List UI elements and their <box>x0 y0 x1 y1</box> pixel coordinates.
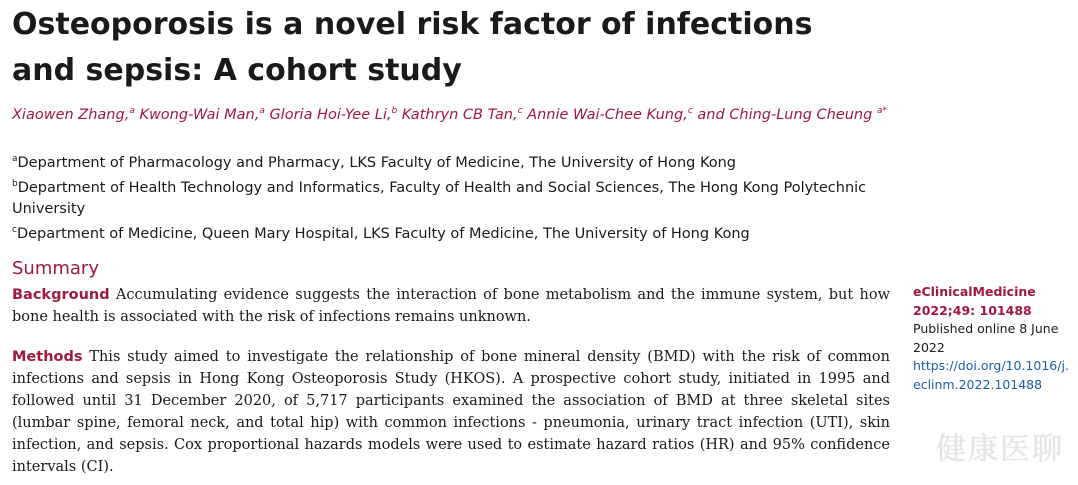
affiliation-list <box>12 149 892 244</box>
article-title: Osteoporosis is a novel risk factor of infections and sepsis: A cohort study <box>12 7 813 88</box>
background-label: Background <box>12 287 110 303</box>
methods-text: This study aimed to investigate the relationship of bone mineral density (BMD) with the risk of common infections and sepsis in Hong Kong Osteoporosis Study (HKOS). A prospective cohort study, initiated in 1995 and followed until 31 December 2020, of 5,717 participants examined the association of BMD at three skeletal sites (lumbar spine, femoral neck, and total hip) with common infections - pneumonia, urinary tract infection (UTI), skin infection, and sepsis. Cox proportional hazards models were used to estimate hazard ratios (HR) and 95% confidence intervals (CI). <box>12 349 890 475</box>
methods-label: Methods <box>12 349 83 365</box>
author-list <box>12 106 912 123</box>
background-paragraph <box>12 284 890 328</box>
author[interactable]: Kathryn CB Tan,$^c$ <box>401 106 523 123</box>
author[interactable]: and Ching-Lung Cheung $^{a*}$ <box>697 106 887 123</box>
citation-sidebar <box>913 283 1073 394</box>
watermark: 健康医聊 <box>936 432 1064 467</box>
publication-date: Published online 8 June 2022 <box>913 321 1059 355</box>
journal-citation: 2022;49: 101488 <box>913 302 1032 318</box>
affiliation: $^c$Department of Medicine, Queen Mary Hospital, LKS Faculty of Medicine, The University of Hong Kong <box>12 224 750 242</box>
methods-paragraph <box>12 346 890 478</box>
affiliation: $^a$Department of Pharmacology and Pharmacy, LKS Faculty of Medicine, The University of Hong Kong <box>12 154 737 171</box>
author[interactable]: Xiaowen Zhang,$^a$ <box>12 106 135 123</box>
journal-name[interactable]: eClinicalMedicine <box>913 284 1036 299</box>
doi-link[interactable]: https://doi.org/10.1016/j.eclinm.2022.101488 <box>913 358 1069 392</box>
affiliation: $^b$Department of Health Technology and Informatics, Faculty of Health and Social Sciences, The Hong Kong Polytechnic University <box>12 178 867 217</box>
background-text: Accumulating evidence suggests the interaction of bone metabolism and the immune system, but how bone health is associated with the risk of infections remains unknown. <box>12 287 890 325</box>
author[interactable]: Kwong-Wai Man,$^a$ <box>139 106 265 123</box>
summary-heading: Summary <box>12 258 99 279</box>
author[interactable]: Annie Wai-Chee Kung,$^c$ <box>527 106 693 123</box>
author[interactable]: Gloria Hoi-Yee Li,$^b$ <box>269 106 398 123</box>
